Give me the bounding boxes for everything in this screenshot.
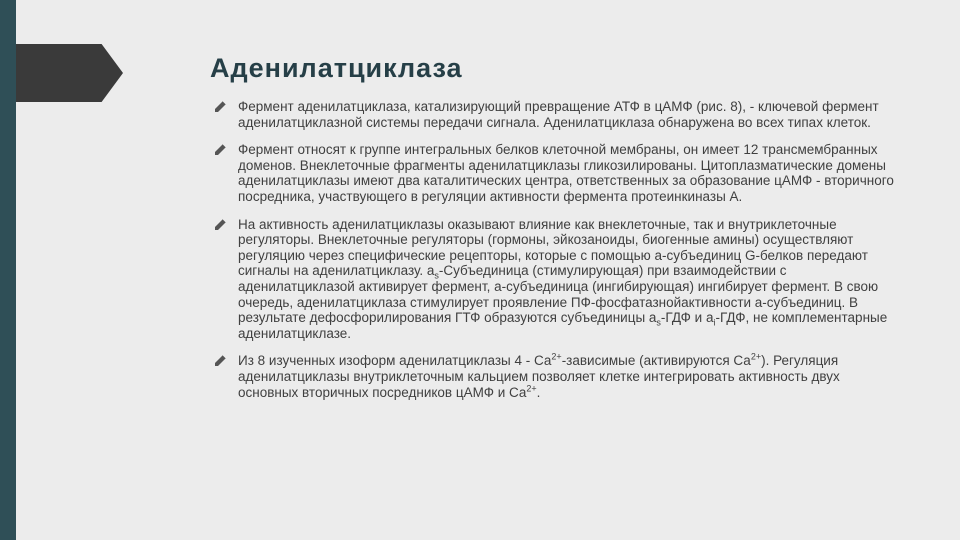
superscript: 2+ — [551, 351, 562, 362]
text-run: Фермент аденилатциклаза, катализирующий превращение АТФ в цАМФ (рис. 8), - ключевой фермент аденилатциклазной системы передачи сигнала. Аденилатциклаза обнаружена во всех типах клеток. — [238, 99, 879, 130]
bullet-text — [238, 217, 887, 341]
pencil-icon — [214, 143, 228, 156]
slide-title: Аденилатциклаза — [210, 53, 463, 83]
bullet-text — [238, 353, 840, 399]
bullet-list — [214, 99, 896, 412]
text-run: -зависимые (активируются Са — [561, 353, 751, 369]
text-run: ). Регуляция аденилатциклазы внутриклеточным кальцием позволяет клетке интегрировать активность двух основных вторичных посредников цАМФ и Са — [238, 353, 840, 400]
superscript: 2+ — [526, 383, 537, 393]
superscript: 2+ — [750, 351, 762, 362]
text-run: Из 8 изученных изоформ аденилатциклазы 4 - Са — [238, 353, 552, 369]
slide-left-accent-bar — [0, 0, 16, 540]
subscript: i — [713, 317, 716, 328]
pencil-icon — [214, 354, 228, 367]
bullet-item-4 — [214, 353, 896, 400]
text-run: Фермент относят к группе интегральных белков клеточной мембраны, он имеет 12 трансмембранных доменов. Внеклеточные фрагменты аденилатциклазы гликозилированы. Цитоплазматические домены аденилатциклазы имеют два каталитических центра, ответственных за образование цАМФ - вторичного посредника, участвующего в регуляции активности фермента протеинкиназы А. — [238, 142, 894, 204]
bullet-item-2 — [214, 142, 896, 204]
text-run: -Субъединица (стимулирующая) при взаимодействии с аденилатциклазой активирует фермент, а-субъединица (ингибирующая) ингибирует фермент. В свою очередь, аденилатциклаза стимулирует проявление ПФ-фосфатазнойактивности а-субъединиц. В результате дефосфорилирования ГТФ образуются субъединицы а — [238, 263, 879, 326]
title-arrow-tab — [16, 44, 123, 102]
bullet-item-3 — [214, 217, 896, 342]
pencil-icon — [214, 100, 228, 113]
text-run: -ГДФ, не комплементарные аденилатциклазе. — [238, 310, 888, 341]
text-run: . — [536, 384, 541, 400]
subscript: s — [434, 271, 439, 282]
bullet-text — [238, 99, 879, 130]
text-run: -ГДФ и а — [660, 310, 714, 326]
bullet-item-1 — [214, 99, 896, 130]
pencil-icon — [214, 218, 228, 231]
subscript: s — [656, 317, 661, 328]
bullet-text — [238, 142, 894, 204]
text-run: На активность аденилатциклазы оказывают влияние как внеклеточные, так и внутриклеточные регуляторы. Внеклеточные регуляторы (гормоны, эйкозаноиды, биогенные амины) осуществляют регуляцию через специфические рецепторы, которые с помощью а-субъединиц G-белков передают сигналы на аденилатциклазу. а — [238, 216, 868, 279]
